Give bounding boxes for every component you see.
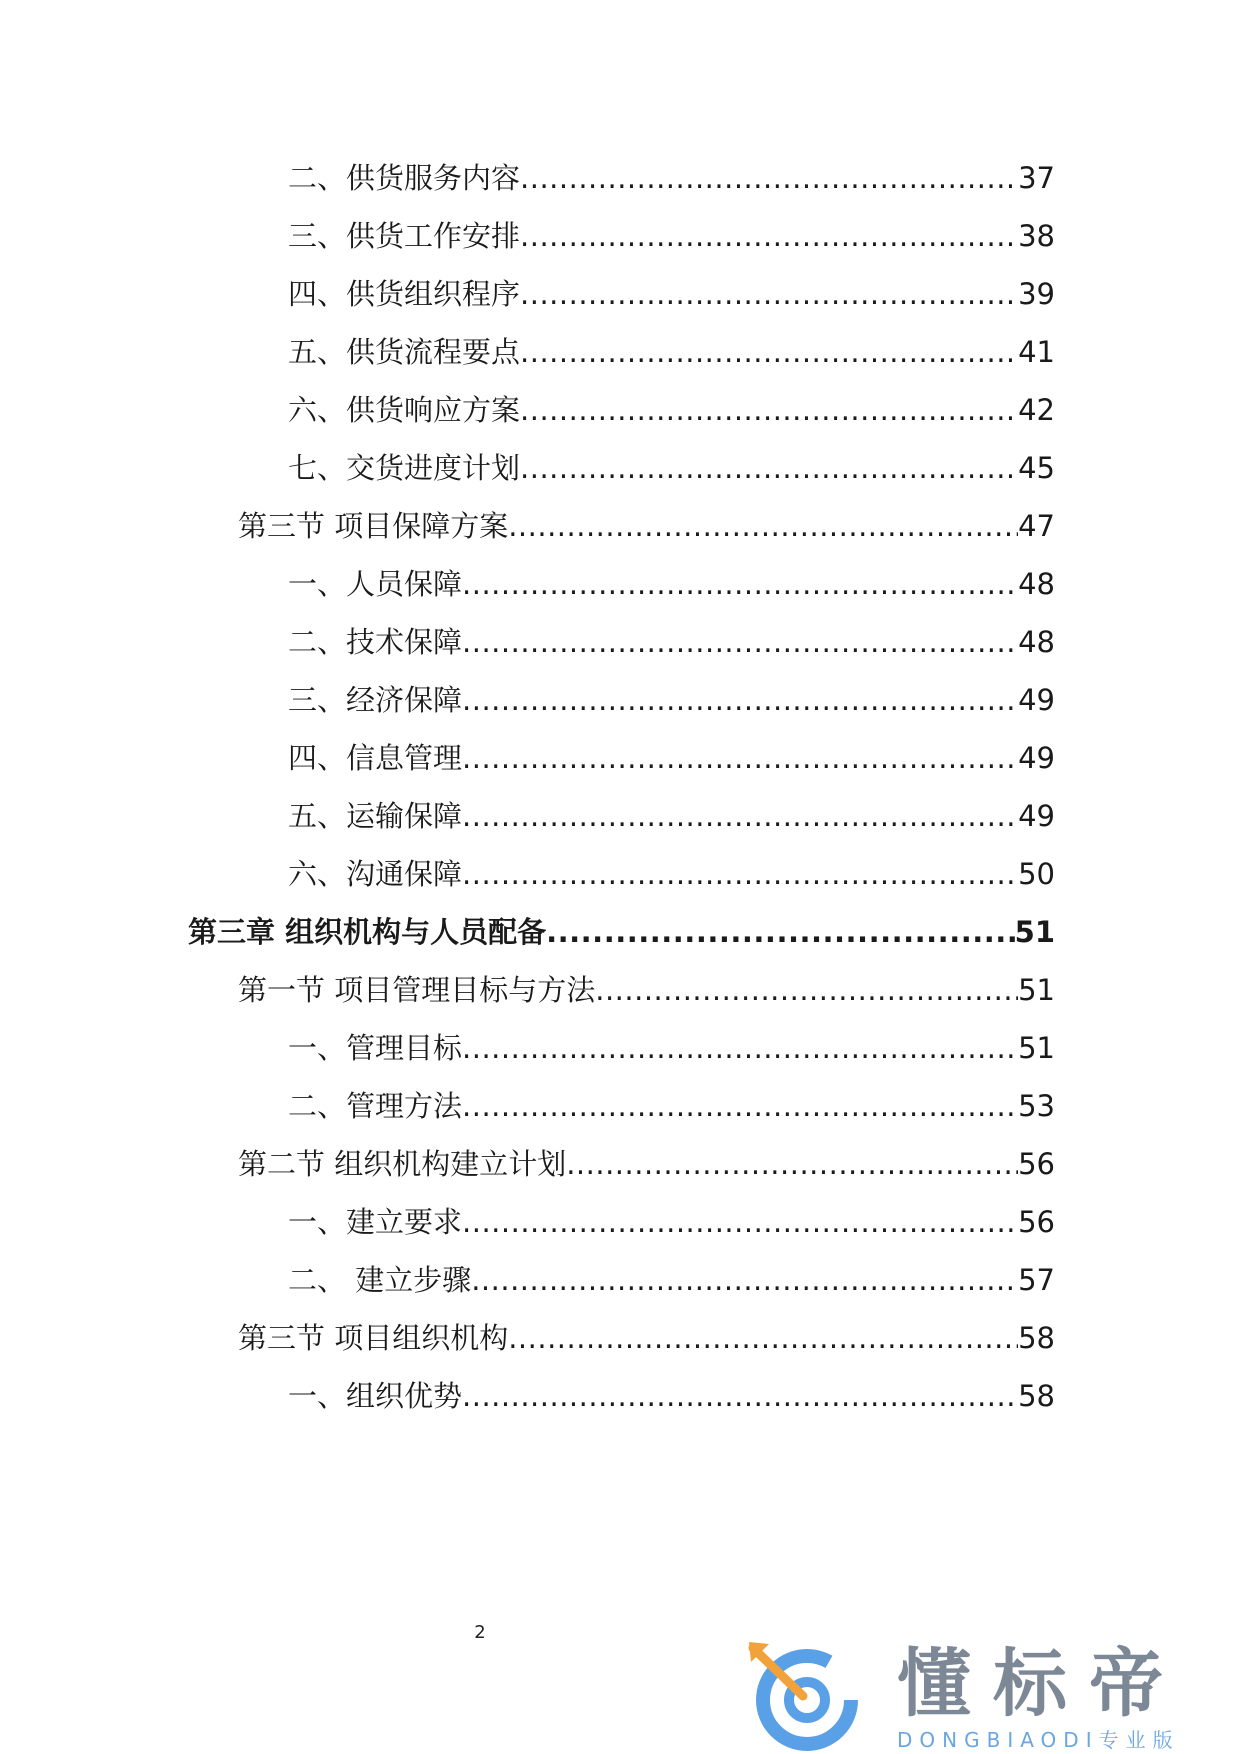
toc-entry-title: 五、运输保障: [288, 799, 463, 833]
toc-leader-dots: [520, 274, 1018, 314]
toc-entry-page: 39: [1018, 277, 1055, 311]
toc-entry-title: 二、技术保障: [288, 625, 463, 659]
toc-leader-dots: [471, 1260, 1018, 1300]
toc-entry-title: 第二节 组织机构建立计划: [238, 1147, 567, 1181]
toc-leader-dots: [546, 912, 1015, 952]
toc-entry-page: 57: [1018, 1263, 1055, 1297]
toc-entry[interactable]: [288, 680, 1055, 720]
toc-entry-title: 六、供货响应方案: [288, 393, 521, 427]
toc-entry-title: 四、信息管理: [288, 741, 463, 775]
toc-entry-page: 45: [1018, 451, 1055, 485]
toc-entry-page: 50: [1018, 857, 1055, 891]
watermark-subtitle: DONGBIAODI专业版: [897, 1728, 1180, 1752]
toc-leader-dots: [520, 216, 1018, 256]
toc-entry[interactable]: [288, 564, 1055, 604]
toc-leader-dots: [508, 506, 1018, 546]
toc-entry-title: 三、供货工作安排: [288, 219, 521, 253]
toc-entry[interactable]: [288, 158, 1055, 198]
toc-entry[interactable]: [288, 622, 1055, 662]
page-number: 2: [474, 1622, 486, 1643]
toc-leader-dots: [508, 1318, 1018, 1358]
toc-leader-dots: [462, 738, 1018, 778]
toc-entry-title: 二、 建立步骤: [288, 1263, 472, 1297]
toc-leader-dots: [566, 1144, 1018, 1184]
toc-leader-dots: [462, 1202, 1018, 1242]
toc-entry[interactable]: [288, 216, 1055, 256]
toc-section-entry[interactable]: [238, 506, 1055, 546]
toc-entry-page: 51: [1018, 1031, 1055, 1065]
toc-leader-dots: [462, 854, 1018, 894]
toc-leader-dots: [462, 622, 1018, 662]
toc-entry-page: 48: [1018, 567, 1055, 601]
toc-entry-page: 42: [1018, 393, 1055, 427]
toc-entry-page: 49: [1018, 799, 1055, 833]
toc-entry-title: 第三节 项目组织机构: [238, 1321, 509, 1355]
toc-entry[interactable]: [288, 390, 1055, 430]
watermark: [745, 1636, 1241, 1754]
toc-entry[interactable]: [288, 1086, 1055, 1126]
toc-entry[interactable]: [288, 448, 1055, 488]
toc-entry-title: 一、人员保障: [288, 567, 463, 601]
toc-entry-title: 一、建立要求: [288, 1205, 463, 1239]
toc-entry-title: 一、管理目标: [288, 1031, 463, 1065]
toc-leader-dots: [520, 448, 1018, 488]
toc-leader-dots: [462, 796, 1018, 836]
toc-entry-title: 二、供货服务内容: [288, 161, 521, 195]
toc-leader-dots: [595, 970, 1018, 1010]
toc-entry-title: 三、经济保障: [288, 683, 463, 717]
toc-entry[interactable]: [288, 854, 1055, 894]
toc-entry-page: 37: [1018, 161, 1055, 195]
toc-entry-title: 第一节 项目管理目标与方法: [238, 973, 596, 1007]
toc-entry[interactable]: [288, 796, 1055, 836]
toc-entry-page: 58: [1018, 1379, 1055, 1413]
toc-entry-title: 一、组织优势: [288, 1379, 463, 1413]
target-arrow-icon: [745, 1640, 865, 1754]
toc-leader-dots: [462, 1086, 1018, 1126]
toc-chapter-entry[interactable]: [188, 912, 1055, 952]
toc-leader-dots: [462, 564, 1018, 604]
toc-entry-title: 七、交货进度计划: [288, 451, 521, 485]
toc-entry-title: 第三节 项目保障方案: [238, 509, 509, 543]
toc-entry-page: 48: [1018, 625, 1055, 659]
toc-entry[interactable]: [288, 1028, 1055, 1068]
toc-entry[interactable]: [288, 1376, 1055, 1416]
toc-leader-dots: [462, 680, 1018, 720]
toc-section-entry[interactable]: [238, 1318, 1055, 1358]
toc-entry[interactable]: [288, 738, 1055, 778]
toc-entry-page: 47: [1018, 509, 1055, 543]
toc-leader-dots: [462, 1376, 1018, 1416]
toc-leader-dots: [462, 1028, 1018, 1068]
watermark-brand: 懂标帝: [897, 1641, 1185, 1727]
toc-entry-page: 49: [1018, 683, 1055, 717]
toc-leader-dots: [520, 158, 1018, 198]
toc-leader-dots: [520, 390, 1018, 430]
toc-entry-page: 41: [1018, 335, 1055, 369]
toc-entry-page: 51: [1014, 915, 1055, 949]
toc-entry[interactable]: [288, 1260, 1055, 1300]
toc-section-entry[interactable]: [238, 1144, 1055, 1184]
toc-entry-page: 38: [1018, 219, 1055, 253]
toc-entry-page: 56: [1018, 1205, 1055, 1239]
toc-entry-page: 56: [1018, 1147, 1055, 1181]
toc-entry-page: 53: [1018, 1089, 1055, 1123]
toc-entry-title: 五、供货流程要点: [288, 335, 521, 369]
toc-entry[interactable]: [288, 332, 1055, 372]
toc-entry-page: 49: [1018, 741, 1055, 775]
toc-entry[interactable]: [288, 1202, 1055, 1242]
toc-entry-page: 58: [1018, 1321, 1055, 1355]
toc-entry-page: 51: [1018, 973, 1055, 1007]
toc-leader-dots: [520, 332, 1018, 372]
toc-entry[interactable]: [288, 274, 1055, 314]
toc-entry-title: 二、管理方法: [288, 1089, 463, 1123]
toc-entry-title: 第三章 组织机构与人员配备: [188, 915, 547, 949]
toc-section-entry[interactable]: [238, 970, 1055, 1010]
toc-entry-title: 四、供货组织程序: [288, 277, 521, 311]
toc-entry-title: 六、沟通保障: [288, 857, 463, 891]
